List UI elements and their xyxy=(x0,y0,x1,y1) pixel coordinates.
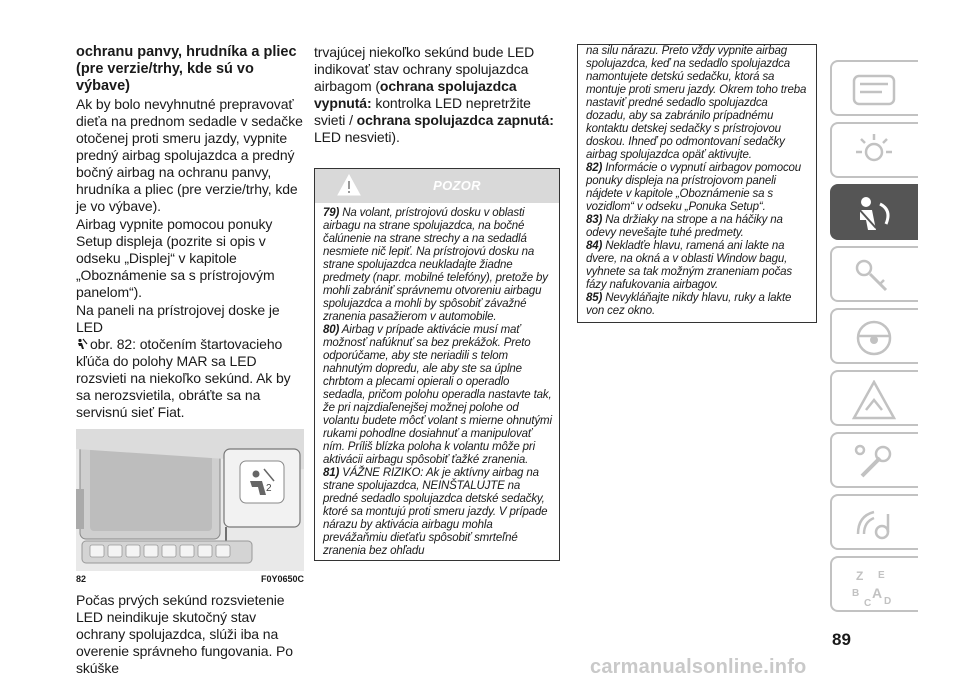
bold-term: ochrana spolujazdca zapnutá: xyxy=(356,112,554,128)
warning-continuation: na silu nárazu. Preto vždy vypnite airbag spolujazdca, keď na sedadlo spolujazdca namontujete detskú sedačku, ktorá sa montuje proti smeru jazdy. Okrem toho treba nastaviť predné sedadlo spolujazdca dozadu, aby sa zabránilo prípadnému kontaktu detskej sedačky s prístrojovou doskou. Ihneď po odmontovaní sedačky airbag spolujazdca opäť aktivujte. xyxy=(586,45,807,161)
section-heading: ochranu panvy, hrudníka a pliec (pre verzie/trhy, kde sú vo výbave) xyxy=(76,44,297,94)
warning-body xyxy=(315,203,559,560)
svg-text:C: C xyxy=(864,598,872,606)
paragraph: Počas prvých sekúnd rozsvietenie LED neindikuje skutočný stav ochrany spolujazdca, slúži iba na overenie správneho fungovania. Po skúške xyxy=(76,592,293,676)
figure-code: F0Y0650C xyxy=(260,574,304,584)
item-text: Informácie o vypnutí airbagov pomocou ponuky displeja na prístrojovom paneli nájdete v kapitole „Oboznámenie sa s vozidlom“ v odseku „Ponuka Setup“. xyxy=(586,162,802,213)
paragraph-text: LED nesvieti). xyxy=(314,129,400,145)
column-1 xyxy=(76,44,304,678)
svg-text:A: A xyxy=(872,585,883,601)
figure-caption xyxy=(76,574,304,584)
warning-item-81 xyxy=(323,467,553,558)
item-text: Airbag v prípade aktivácie musí mať možnosť nafúknuť sa bez prekážok. Preto odporúčame, aby ste neriadili s telom nahnutým dopredu, ale aby ste sa úplne chrbtom a plecami opierali o operadlo sedadla, pričom polohu operadla nastavte tak, že pri najzdiaľenejšej možnej polohe od volantu budete môcť volant s mierne ohnutými rukami pohodlne dosiahnuť a manipulovať ním. Príliš blízka poloha k volantu môže pri aktivácii airbagu spôsobiť ťažké zranenia. xyxy=(323,324,552,466)
tab-safety[interactable] xyxy=(830,184,918,240)
paragraph: Ak by bolo nevyhnutné prepravovať dieťa na prednom sedadle v sedačke otočenej proti smeru jazdy, vypnite predný airbag spolujazdca a predný bočný airbag na ochranu panvy, hrudníka a pliec (pre verzie/trhy, kde je vo výbave). xyxy=(76,96,303,214)
warning-box-continued xyxy=(577,44,817,323)
paragraph-text: Na paneli na prístrojovej doske je LED xyxy=(76,302,280,335)
item-number: 81) xyxy=(323,467,340,479)
item-text: Nevykláňajte nikdy hlavu, ruky a lakte von cez okno. xyxy=(586,292,792,317)
paragraph-text: trvajúcej niekoľko sekúnd bude LED indikovať stav ochrany spolujazdca airbagom ( xyxy=(314,44,535,94)
svg-text:Z: Z xyxy=(856,569,864,583)
figure-number: 82 xyxy=(76,574,87,584)
item-number: 83) xyxy=(586,214,603,226)
svg-text:E: E xyxy=(878,570,885,581)
warning-item-80 xyxy=(323,324,553,467)
item-number: 84) xyxy=(586,240,603,252)
warning-box xyxy=(314,168,560,561)
warning-item-85 xyxy=(586,292,810,318)
item-number: 80) xyxy=(323,324,340,336)
column-3 xyxy=(577,44,817,323)
tab-dashboard[interactable] xyxy=(830,60,918,116)
svg-text:2: 2 xyxy=(266,483,272,494)
seatbelt-airbag-icon xyxy=(852,194,896,234)
index-icon xyxy=(852,566,896,606)
wrench-icon xyxy=(852,442,896,482)
dashboard-icon xyxy=(852,70,896,110)
paragraph xyxy=(76,302,304,421)
svg-text:D: D xyxy=(884,596,892,606)
figure-dashboard-photo xyxy=(76,429,304,571)
steering-wheel-icon xyxy=(852,318,896,358)
item-text: Nekladťe hlavu, ramená ani lakte na dvere, na okná a v oblasti Window bagu, vyhnete sa tak možným zraneniam počas fázy nafukovania airbagov. xyxy=(586,240,793,291)
item-number: 79) xyxy=(323,207,340,219)
item-text: Na volant, prístrojovú dosku v oblasti airbagu na strane spolujazdca, na bočné čalúnenie na strane strechy a na sedadlá nesmiete nič lepiť. Na prístrojovú dosku na strane spolujazdca neukladajte žiadne predmety (napr. mobilné telefóny), pretože by mohli zabrániť správnemu otvoreniu airbagu spolujazdca a mohli by spôsobiť závažné zranenia pasažierom v automobile. xyxy=(323,207,548,323)
item-number: 82) xyxy=(586,162,603,174)
paragraph-text: kontrolka LED nepretržite svieti / xyxy=(314,95,531,128)
item-number: 85) xyxy=(586,292,603,304)
tab-index[interactable] xyxy=(830,556,918,612)
key-icon xyxy=(852,256,896,296)
warning-lights-icon xyxy=(852,132,896,172)
warning-title: POZOR xyxy=(433,178,481,193)
tab-starting-driving[interactable] xyxy=(830,246,918,302)
watermark-footer[interactable]: carmanualsonline.info xyxy=(590,656,807,678)
airbag-off-icon xyxy=(76,338,88,350)
tab-emergency[interactable] xyxy=(830,370,918,426)
warning-item-82 xyxy=(586,162,810,214)
tab-driving[interactable] xyxy=(830,308,918,364)
item-text: VÁŽNE RIZIKO: Ak je aktívny airbag na strane spolujazdca, NEINŠTALUJTE na predné sedadlo spolujazdca detské sedačky, ktoré sa montujú proti smeru jazdy. V prípade nárazu by aktivácia airbagu mohla prevážaňmiu dieťaťu spôsobiť smrteľné zranenia bez ohľadu xyxy=(323,467,548,557)
warning-item-83 xyxy=(586,214,810,240)
warning-header xyxy=(315,169,559,203)
paragraph: Airbag vypnite pomocou ponuky Setup displeja (pozrite si opis v odseku „Displej“ v kapitole „Oboznámenie sa s prístrojovým panelom“). xyxy=(76,216,275,300)
tab-multimedia[interactable] xyxy=(830,494,918,550)
column-2 xyxy=(314,44,560,561)
svg-text:B: B xyxy=(852,588,860,599)
paragraph-text: obr. 82: otočením štartovacieho kľúča do polohy MAR sa LED rozsvieti na niekoľko sekúnd. Ak by sa nerozsvietila, obráťte sa na servisnú sieť Fiat. xyxy=(76,336,291,420)
tab-warning-lights[interactable] xyxy=(830,122,918,178)
item-text: Na držiaky na strope a na háčiky na odevy nevešajte tuhé predmety. xyxy=(586,214,783,239)
emergency-icon xyxy=(852,380,896,420)
warning-item-84 xyxy=(586,240,810,292)
dashboard-illustration xyxy=(76,429,304,571)
multimedia-icon xyxy=(852,504,896,544)
warning-item-79 xyxy=(323,207,553,324)
paragraph xyxy=(314,44,560,146)
tab-maintenance[interactable] xyxy=(830,432,918,488)
bold-term: ochrana spolujazdca vypnutá: xyxy=(314,78,517,111)
page-number: 89 xyxy=(832,630,851,649)
